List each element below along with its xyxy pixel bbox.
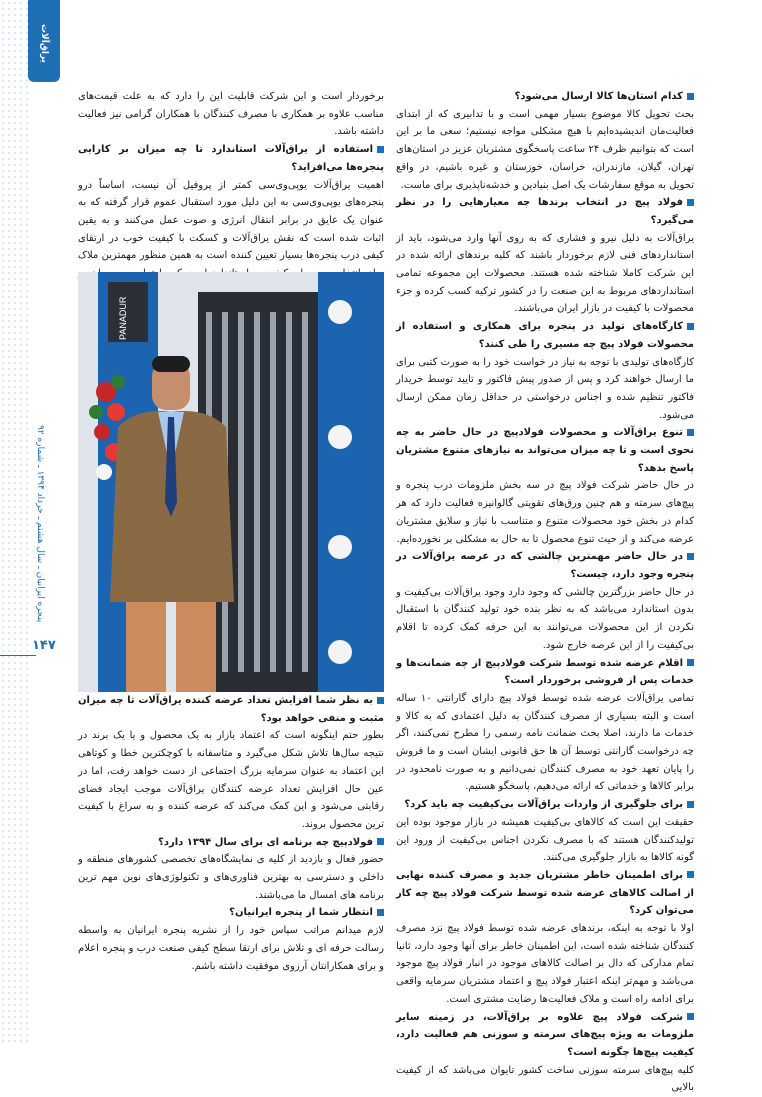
interview-question [396, 1009, 694, 1062]
question-bullet-icon [687, 801, 694, 808]
interview-question [78, 904, 384, 922]
interview-question [78, 141, 384, 176]
dotted-margin-pattern [0, 0, 30, 1045]
interview-answer [396, 477, 694, 548]
answer-text: در حال حاضر شرکت فولاد پیچ در سه بخش ملزومات درب پنجره و پیچ‌های سرمته و هم چنین ورق‌های تقویتی گالوانیزه فعالیت دارد که هر کدام در بخش خود محصولات متنوع و متناسب با نیاز و سلایق مشتریان عرضه می‌کند و از حیث تنوع محصول تا به حال به مشکلی بر نخورده‌ایم. [396, 480, 694, 545]
answer-text: بطور حتم اینگونه است که اعتماد بازار به یک محصول و یا یک برند در نتیجه سال‌ها تلاش شکل می‌گیرد و متاسفانه با کوچکترین خطا و کوتاهی این اعتماد به عنوان سرمایه بزرگ اجتماعی از دست خواهد رفت، اما در عین حال افزایش تعداد عرضه کنندگان یراق‌آلات موجب ایجاد فضای رقابتی می‌شود و این کمک می‌کند که عرضه کننده و به سراغ با کیفیت ترین محصول بروند. [78, 730, 384, 830]
section-tab [28, 0, 60, 82]
answer-text: کلیه پیچ‌های سرمته سوزنی ساخت کشور تایوان می‌باشد که از کیفیت بالایی [396, 1064, 694, 1094]
interview-photo [78, 272, 384, 692]
interview-question [78, 834, 384, 852]
booth-blue-panel-right [318, 272, 384, 692]
interview-question [396, 424, 694, 477]
interview-answer [78, 851, 384, 904]
question-bullet-icon [377, 146, 384, 153]
question-text: فولاد پیچ در انتخاب برندها چه معیارهایی را در نظر می‌گیرد؟ [396, 197, 694, 226]
answer-text: اهمیت یراق‌آلات یو‌پی‌وی‌سی کمتر از پروفیل آن نیست، اساساً درو پنجره‌های یو‌پی‌وی‌سی به این دلیل مورد استقبال عموم قرار گرفته که به عنوان یک عایق در برابر انتقال انرژی و صوت عمل می‌کنند و به یقین اثبات شده است که نقش یراق‌آلات و کسکت با کیفیت خوب در ارتقای کیفی درب پنجره‌ها بسیار تعیین کننده است به همین منظور مهمترین ملاک [78, 179, 384, 262]
interview-question [396, 548, 694, 583]
answer-text: در حال حاضر بزرگترین چالشی که وجود دارد وجود یراق‌آلات بی‌کیفیت و بدون استاندارد می‌باشد که به نظر بنده خود تولید کنندگان با استقبال نکردن از این محصولات می‌توانند به این حرفه کمک کرده تا اقلام بی‌کیفیت را از این عرصه خارج شود. [396, 586, 694, 651]
interview-answer [396, 584, 694, 655]
interview-answer [396, 814, 694, 867]
answer-text: حضور فعال و بازدید از کلیه ی نمایشگاه‌های تخصصی کشورهای منطقه و داخلی و دسترسی به بهترین فناوری‌های و تکنولوژی‌های نوین مهم ترین برنامه های امسال ما می‌باشند. [78, 854, 384, 901]
question-bullet-icon [687, 553, 694, 560]
interview-question [396, 796, 694, 814]
interview-answer [396, 1062, 694, 1097]
left-column-bottom [78, 692, 384, 992]
question-bullet-icon [687, 871, 694, 878]
question-text: استفاده از یراق‌آلات استاندارد تا چه میزان بر کارایی پنجره‌ها می‌افزاید؟ [78, 144, 384, 173]
question-bullet-icon [687, 93, 694, 100]
question-bullet-icon [687, 429, 694, 436]
left-column-top [78, 88, 384, 273]
answer-text: بحث تحویل کالا موضوع بسیار مهمی است و با تدابیری که از ابتدای فعالیت‌مان اندیشیده‌ایم با هیچ مشکلی مواجه نیستیم؛ سعی ما بر این است که بتوانیم ظرف ۲۴ ساعت پاسخگوی مشتریان عزیز در استان‌های تهران، گیلان، مازندران، خراسان، خوزستان و غیره باشیم، در واقع تحویل به موقع سفارشات یک اصل بنیادین و خدشه‌ناپذیری برای ماست. [396, 108, 695, 191]
interview-answer [396, 106, 694, 195]
question-bullet-icon [377, 909, 384, 916]
question-text: تنوع یراق‌آلات و محصولات فولادپیچ در حال حاضر به چه نحوی است و تا چه میزان می‌تواند به نیازهای متنوع مشتریان پاسخ بدهد؟ [396, 427, 694, 474]
page-number: ۱۴۷ [32, 638, 56, 653]
question-text: برای اطمینان خاطر مشتریان جدید و مصرف کننده نهایی از اصالت کالاهای عرضه شده توسط شرکت فولاد پیچ چه کار می‌توان کرد؟ [396, 869, 694, 917]
question-bullet-icon [687, 323, 694, 330]
question-bullet-icon [377, 697, 384, 704]
interview-answer [396, 354, 694, 425]
interview-question [78, 692, 384, 727]
section-tab-label: یراق‌آلات [39, 23, 49, 63]
question-text: برای جلوگیری از واردات یراق‌آلات بی‌کیفیت چه باید کرد؟ [404, 799, 683, 811]
interview-question [396, 88, 694, 106]
question-text: کارگاه‌های تولید در پنجره برای همکاری و استفاده از محصولات فولاد پیچ چه مسیری را طی کنند؟ [396, 321, 694, 350]
interview-question [396, 194, 694, 229]
answer-text: حقیقت این است که کالاهای بی‌کیفیت همیشه در بازار موجود بوده این تولیدکنندگان هستند که با مصرف نکردن اجناس بی‌کیفیت از ورود این گونه کالاها به بازار جلوگیری می‌کنند. [396, 816, 694, 864]
interview-question [396, 655, 694, 690]
banner-text: PANADUR [118, 296, 128, 340]
interview-answer [78, 727, 384, 833]
answer-text: تمامی یراق‌آلات عرضه شده توسط فولاد پیچ دارای گارانتی ۱۰ ساله است و البته بسیاری از مصرف کنندگان به دلیل اعتمادی که به کالا و خدمات ما دارند، اصلا بحث ضمانت نامه رسمی را مطرح نمی‌کنند، اگر چه درخواست گارانتی توسط آن ها حق قانونی ایشان است و ما فروش را پایان تعهد خود به مصرف کنندگان نمی‌دانیم و به صورت نامحدود در برابر کالاها و خدماتی که ارائه می‌دهیم، پاسخگو هستیم. [396, 692, 695, 793]
question-text: شرکت فولاد پیچ علاوه بر یراق‌آلات، در زمینه سایر ملزومات به ویژه پیچ‌های سرمته و سوزنی هم فعالیت دارد، کیفیت پیچ‌ها چگونه است؟ [396, 1011, 694, 1058]
question-text: اقلام عرضه شده توسط شرکت فولادپیچ از چه ضمانت‌ها و خدمات پس از فروشی برخوردار است؟ [396, 657, 694, 687]
question-bullet-icon [687, 659, 694, 666]
question-bullet-icon [377, 838, 384, 845]
question-text: در حال حاضر مهمترین چالشی که در عرصه یراق‌آلات در پنجره وجود دارد، چیست؟ [396, 551, 694, 580]
interview-answer [78, 88, 384, 141]
question-text: کدام استان‌ها کالا ارسال می‌شود؟ [514, 91, 683, 102]
question-bullet-icon [687, 199, 694, 206]
interview-answer [396, 690, 694, 796]
interview-answer [396, 230, 694, 319]
answer-text: لازم میدانم مراتب سپاس خود را از نشریه پنجره ایرانیان به واسطه رسالت حرفه ای و تلاش برای ارتقا سطح کیفی صنعت درب و پنجره اعلام و برای همکارانتان آرزوی موفقیت داشته باشم. [78, 925, 384, 972]
answer-text: اولا با توجه به اینکه، برندهای عرضه شده توسط فولاد پیچ نزد مصرف کنندگان شناخته شده است، این اطمینان خاطر برای آنها وجود دارد، ثانیا تمام مدارکی که دال بر اصالت کالاهای موجود در انبار فولاد پیچ موجود می‌باشد و مهم‌تر اینکه اعتبار فولاد پیچ و اعتماد مشتریان سرمایه واقعی برای ادامه راه است و ملاک فعالیت‌ها رضایت مشتری است. [396, 923, 694, 1005]
interview-answer [78, 922, 384, 975]
interview-question [396, 318, 694, 353]
answer-text: برخوردار است و این شرکت قابلیت این را دارد که به علت قیمت‌های مناسب علاوه بر همکاری با مصرف کنندگان با همکاران گرامی نیز فعالیت داشته باشد. [78, 91, 384, 138]
question-text: به نظر شما افزایش تعداد عرضه کننده یراق‌آلات تا چه میزان مثبت و منفی خواهد بود؟ [78, 695, 384, 724]
interview-question [396, 867, 694, 920]
question-text: انتظار شما از پنجره ایرانیان؟ [229, 907, 373, 919]
right-column [396, 88, 695, 1094]
issue-info: پنجره ایرانیان ـ سال هشتم ـ خرداد ۱۳۹۴ ـ شماره ۹۲ [35, 425, 45, 623]
question-text: فولادپیچ چه برنامه ای برای سال ۱۳۹۴ دارد؟ [158, 836, 373, 848]
answer-text: یراق‌آلات به دلیل نیرو و فشاری که به روی آنها وارد می‌شود، باید از استانداردهای فنی لازم برخوردار باشند که کلیه برندهای ارائه شده در این شرکت کاملا شناخته شده هستند. محصولات این مجموعه تمامی استانداردهای مربوط به این صنعت را در کشور ترکیه کسب کرده و جزء محصولات با کیفیت در بازار ایران می‌باشند. [396, 232, 694, 315]
page-number-rule [0, 655, 36, 656]
interview-answer [396, 920, 694, 1009]
photo-illustration [78, 272, 384, 692]
answer-text: کارگاه‌های تولیدی با توجه به نیاز در خواست خود را به صورت کتبی برای ما ارسال خواهند کرد و پس از صدور پیش فاکتور و تایید توسط خریدار فاکتور تنظیم شده و اجناس درخواستی در حداقل زمان ممکن ارسال می‌شود. [396, 356, 694, 421]
question-bullet-icon [687, 1013, 694, 1020]
